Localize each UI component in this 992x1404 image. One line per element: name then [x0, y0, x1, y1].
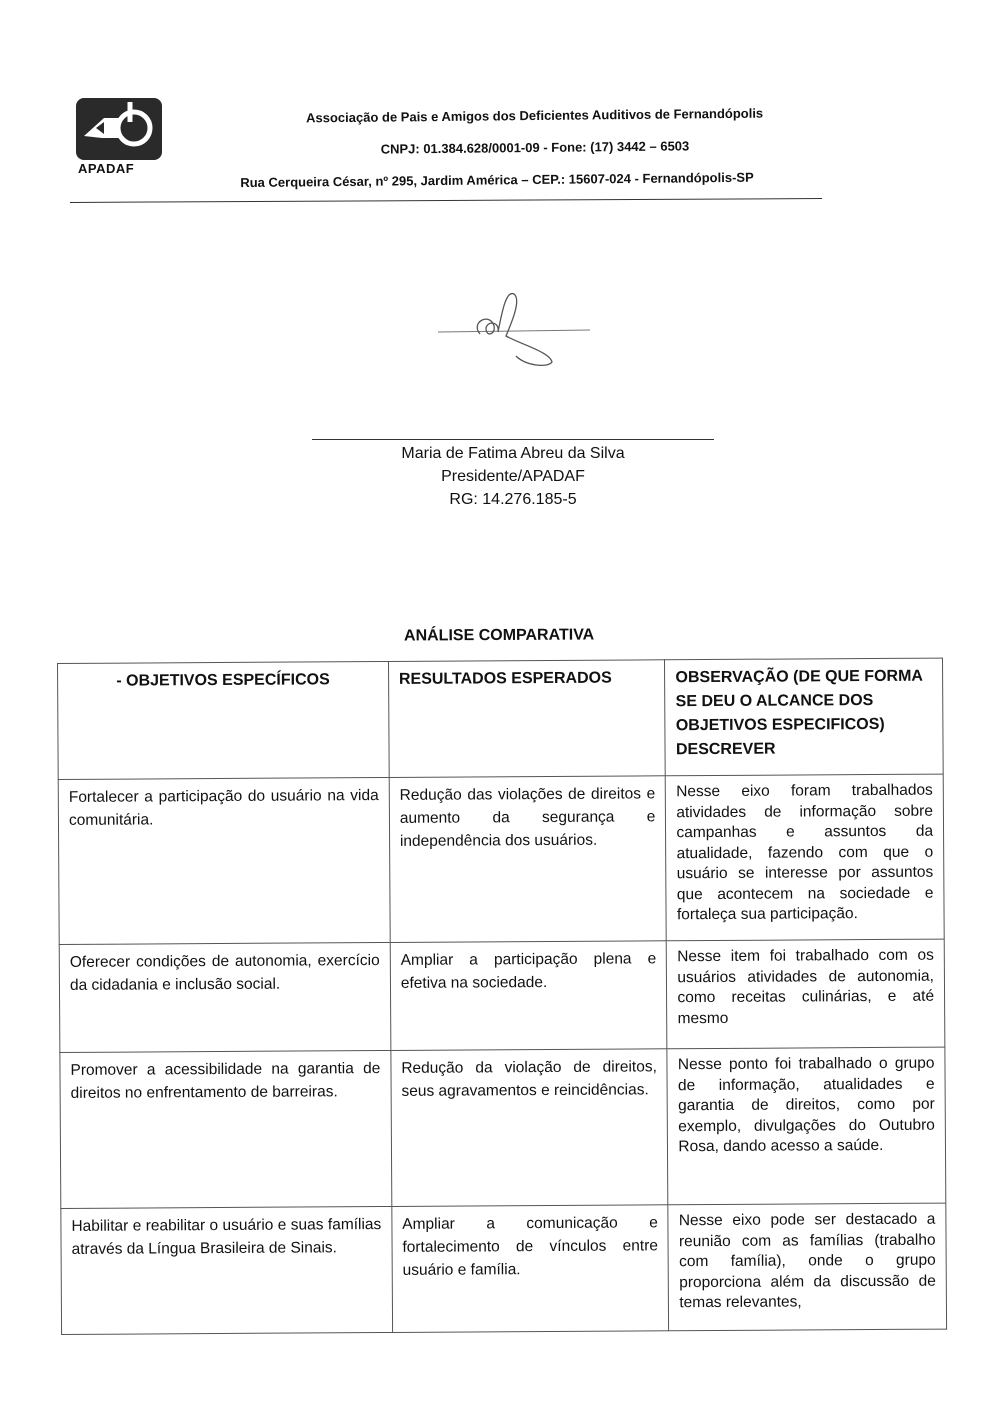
- objective-cell: Habilitar e reabilitar o usuário e suas famílias através da Língua Brasileira de Sinais.: [61, 1206, 393, 1334]
- header-objetivos: - OBJETIVOS ESPECÍFICOS: [58, 661, 390, 779]
- address: Rua Cerqueira César, nº 295, Jardim América – CEP.: 15607-024 - Fernandópolis-SP: [240, 169, 754, 191]
- signer-rg: RG: 14.276.185-5: [449, 491, 577, 508]
- expected-result-cell: Ampliar a participação plena e efetiva na sociedade.: [390, 941, 667, 1051]
- logo-emblem: [76, 98, 162, 160]
- expected-result-cell: Redução das violações de direitos e aumento da segurança e independência dos usuários.: [389, 776, 667, 943]
- letterhead-text: [230, 101, 841, 203]
- header-observacao: OBSERVAÇÃO (DE QUE FORMA SE DEU O ALCANCE DOS OBJETIVOS ESPECIFICOS) DESCREVER: [665, 658, 943, 776]
- header-resultados: RESULTADOS ESPERADOS: [388, 660, 665, 778]
- expected-result-cell: Ampliar a comunicação e fortalecimento de vínculos entre usuário e família.: [392, 1205, 669, 1333]
- handwritten-signature: [430, 282, 610, 382]
- table-row: [61, 1203, 947, 1334]
- objective-cell: Promover a acessibilidade na garantia de direitos no enfrentamento de barreiras.: [60, 1050, 392, 1208]
- objective-cell: Fortalecer a participação do usuário na vida comunitária.: [58, 777, 390, 944]
- observation-cell: Nesse eixo foram trabalhados atividades de informação sobre campanhas e assuntos da atualidade, fazendo com que o usuário se interesse por assuntos que acontecem na sociedade e fortaleça sua participação.: [666, 774, 945, 941]
- table-row: [59, 939, 945, 1052]
- apadaf-logo: [76, 98, 164, 178]
- signer-name: Maria de Fatima Abreu da Silva: [401, 445, 625, 462]
- objective-cell: Oferecer condições de autonomia, exercício da cidadania e inclusão social.: [59, 942, 390, 1052]
- signer-role: Presidente/APADAF: [441, 468, 585, 485]
- expected-result-cell: Redução da violação de direitos, seus agravamentos e reincidências.: [391, 1049, 669, 1207]
- observation-cell: Nesse item foi trabalhado com os usuários atividades de autonomia, como receitas culinárias, e até mesmo: [667, 939, 945, 1049]
- observation-cell: Nesse eixo pode ser destacado a reunião com as famílias (trabalho com família), onde o grupo proporciona além da discussão de temas relevantes,: [668, 1203, 946, 1331]
- logo-text: APADAF: [78, 161, 135, 176]
- table-row: [60, 1047, 946, 1208]
- signature-block: [312, 442, 714, 511]
- table-row: [58, 774, 944, 944]
- observation-cell: Nesse ponto foi trabalhado o grupo de informação, atualidades e garantia de direitos, como por exemplo, divulgações do Outubro Rosa, dando acesso a saúde.: [667, 1047, 946, 1205]
- table-header-row: [58, 658, 944, 779]
- signature-line: [312, 439, 714, 440]
- ear-logo-icon: [76, 98, 162, 160]
- cnpj-phone: CNPJ: 01.384.628/0001-09 - Fone: (17) 3442 – 6503: [380, 138, 690, 157]
- comparative-analysis-table: [57, 658, 947, 1335]
- org-name: Associação de Pais e Amigos dos Deficientes Auditivos de Fernandópolis: [306, 105, 764, 126]
- section-title: ANÁLISE COMPARATIVA: [403, 626, 595, 645]
